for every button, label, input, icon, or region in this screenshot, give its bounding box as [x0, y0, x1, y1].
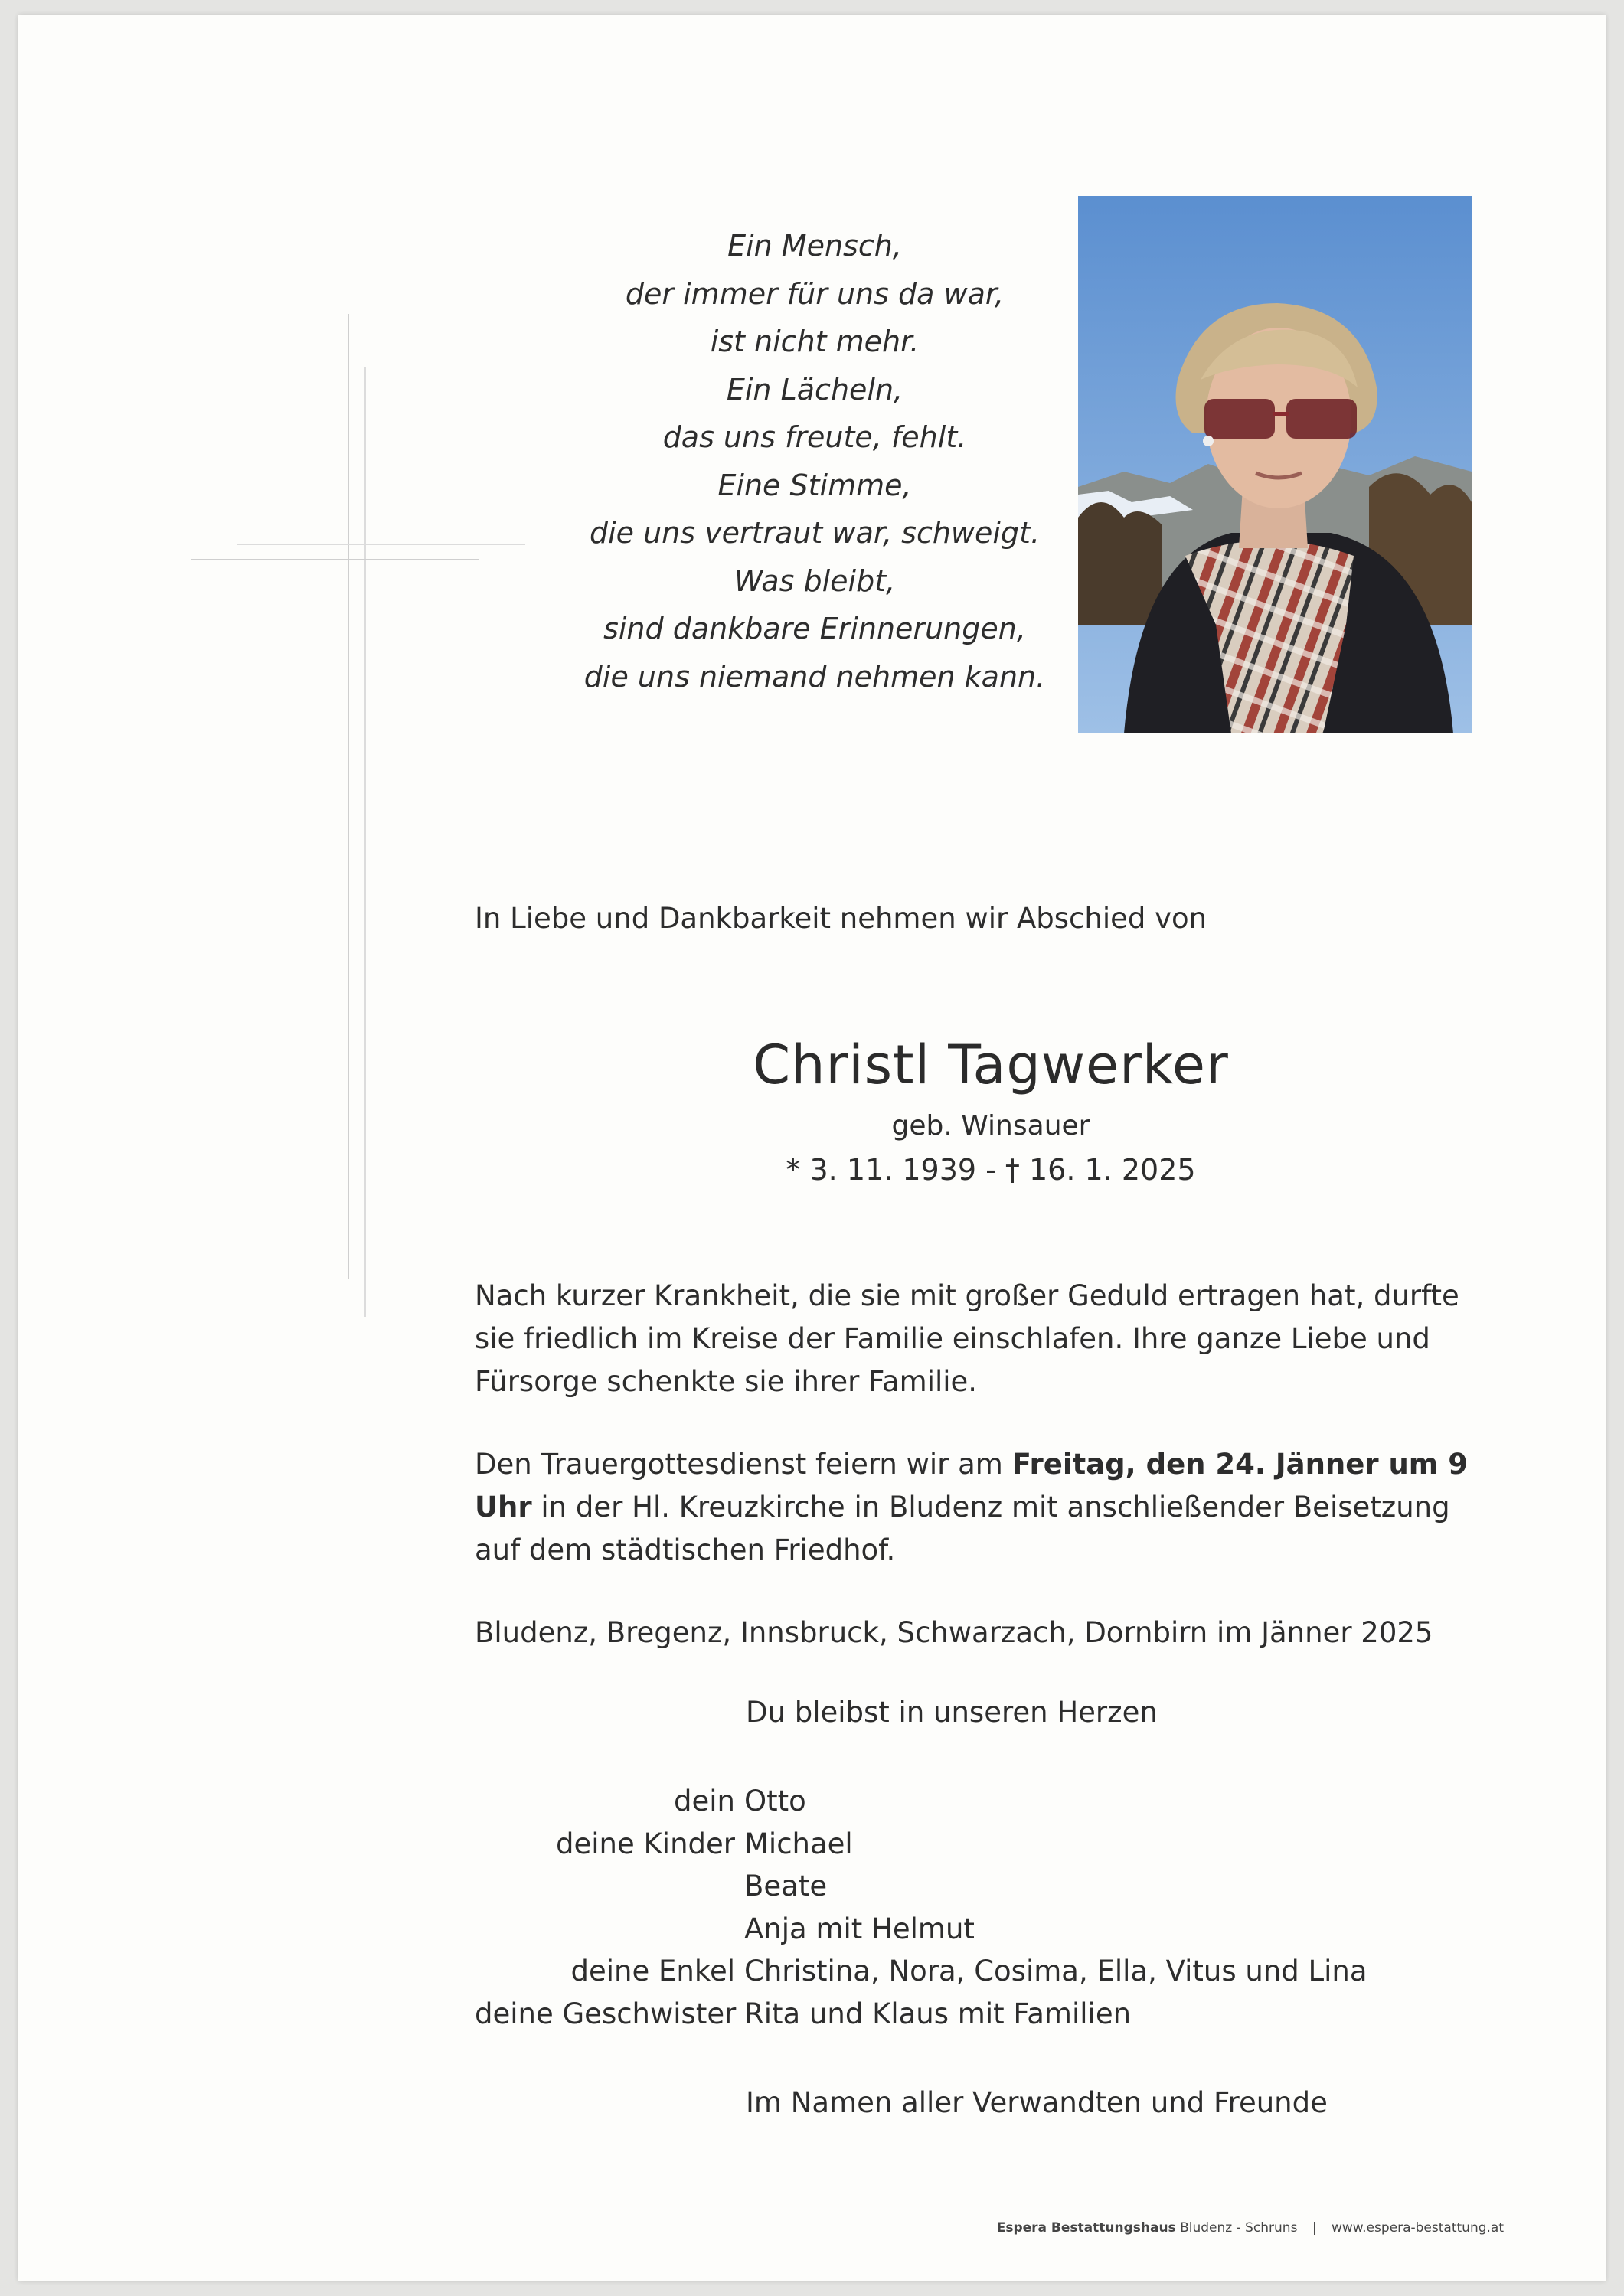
family-names: Christina, Nora, Cosima, Ella, Vitus und Lina: [744, 1955, 1367, 1987]
poem-line: der immer für uns da war,: [625, 276, 1005, 311]
family-relation: dein: [674, 1785, 735, 1818]
family-names: Otto: [744, 1785, 806, 1818]
family-row: [475, 1950, 1501, 1993]
poem-line: die uns vertraut war, schweigt.: [589, 516, 1041, 550]
family-names: Beate: [744, 1870, 828, 1902]
footer-separator: |: [1312, 2220, 1317, 2236]
poem-line: Ein Mensch,: [727, 229, 902, 263]
footer-company: Espera Bestattungshaus: [996, 2220, 1176, 2236]
cross-horizontal-line: [191, 559, 479, 560]
poem-line: das uns freute, fehlt.: [662, 420, 967, 454]
footer: [937, 2220, 1504, 2236]
family-row: [475, 1823, 1501, 1866]
poem-line: sind dankbare Erinnerungen,: [603, 612, 1026, 645]
family-list: [475, 1780, 1501, 2035]
family-names: Rita und Klaus mit Familien: [744, 1997, 1132, 2030]
poem-line: Was bleibt,: [734, 563, 896, 598]
service-date-time: Freitag, den 24. Jänner um 9 Uhr: [475, 1448, 1468, 1524]
footer-locations: Bludenz - Schruns: [1180, 2220, 1298, 2236]
service-paragraph: [475, 1443, 1501, 1572]
family-relation: [475, 1865, 744, 1908]
poem-line: ist nicht mehr.: [710, 325, 920, 358]
family-relation: deine Kinder: [556, 1827, 735, 1860]
obituary-page: [18, 15, 1606, 2281]
place-date: Bludenz, Bregenz, Innsbruck, Schwarzach, Dornbirn im Jänner 2025: [475, 1616, 1433, 1649]
life-dates: * 3. 11. 1939 - † 16. 1. 2025: [786, 1153, 1196, 1187]
family-row: [475, 1865, 1501, 1908]
portrait-photo: [1078, 196, 1472, 733]
family-row: [475, 1993, 1501, 2036]
poem-line: die uns niemand nehmen kann.: [583, 659, 1046, 694]
family-relation: deine Enkel: [570, 1955, 735, 1987]
family-row: [475, 1780, 1501, 1823]
motto: Du bleibst in unseren Herzen: [746, 1696, 1158, 1729]
intro-text: In Liebe und Dankbarkeit nehmen wir Abschied von: [475, 902, 1207, 935]
deceased-name: Christl Tagwerker: [753, 1034, 1229, 1096]
family-relation: [475, 1908, 744, 1951]
family-names: Anja mit Helmut: [744, 1912, 975, 1945]
footer-website-link[interactable]: www.espera-bestattung.at: [1331, 2220, 1504, 2236]
poem-line: Eine Stimme,: [717, 468, 912, 502]
closing-line: Im Namen aller Verwandten und Freunde: [746, 2086, 1328, 2119]
family-row: [475, 1908, 1501, 1951]
service-text-before: Den Trauergottesdienst feiern wir am: [475, 1448, 1012, 1481]
service-text-after: in der Hl. Kreuzkirche in Bludenz mit anschließender Beisetzung auf dem städtischen Friedhof.: [475, 1491, 1450, 1566]
portrait-image: [1078, 196, 1472, 733]
cross-vertical-line-shadow: [364, 367, 366, 1317]
family-relation: deine Geschwister: [475, 1997, 737, 2030]
illness-paragraph: Nach kurzer Krankheit, die sie mit großer Geduld ertragen hat, durfte sie friedlich im Kreise der Familie einschlafen. Ihre ganze Liebe und Fürsorge schenkte sie ihrer Familie.: [475, 1279, 1459, 1398]
cross-vertical-line: [348, 314, 349, 1279]
family-names: Michael: [744, 1827, 853, 1860]
birth-name: geb. Winsauer: [891, 1110, 1090, 1141]
cross-horizontal-line-shadow: [237, 544, 525, 545]
poem: [554, 222, 1075, 701]
poem-line: Ein Lächeln,: [726, 372, 903, 407]
